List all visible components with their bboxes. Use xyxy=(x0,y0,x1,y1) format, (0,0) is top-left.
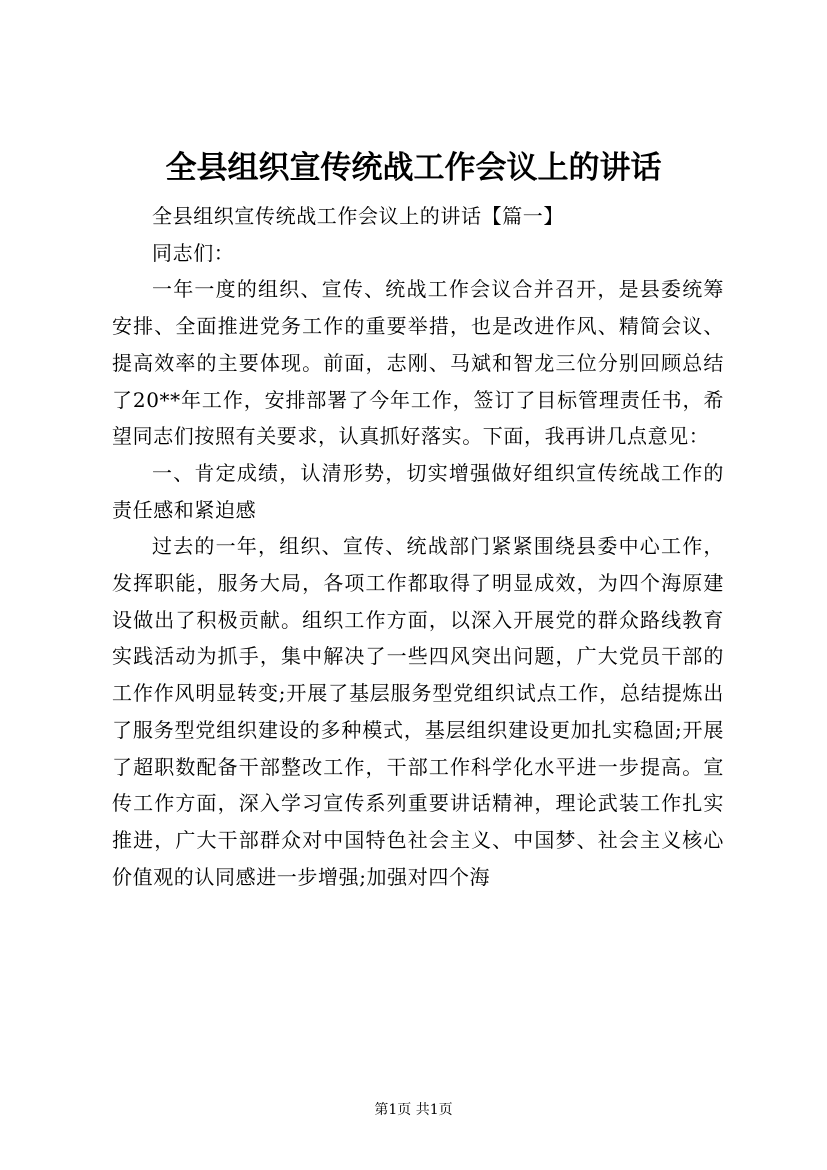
page-number-label: 第1页 共1页 xyxy=(374,1102,453,1118)
paragraph-intro: 一年一度的组织、宣传、统战工作会议合并召开，是县委统筹安排、全面推进党务工作的重要举措，也是改进作风、精简会议、提高效率的主要体现。前面，志刚、马斌和智龙三位分别回顾总结了20**年工作，安排部署了今年工作，签订了目标管理责任书，希望同志们按照有关要求，认真抓好落实。下面，我再讲几点意见： xyxy=(112,277,724,449)
paragraph-achievements: 过去的一年，组织、宣传、统战部门紧紧围绕县委中心工作，发挥职能，服务大局，各项工作都取得了明显成效，为四个海原建设做出了积极贡献。组织工作方面，以深入开展党的群众路线教育实践活动为抓手，集中解决了一些四风突出问题，广大党员干部的工作作风明显转变;开展了基层服务型党组织试点工作，总结提炼出了服务型党组织建设的多种模式，基层组织建设更加扎实稳固;开展了超职数配备干部整改工作，干部工作科学化水平进一步提高。宣传工作方面，深入学习宣传系列重要讲话精神，理论武装工作扎实推进，广大干部群众对中国特色社会主义、中国梦、社会主义核心价值观的认同感进一步增强;加强对四个海 xyxy=(112,534,724,889)
paragraph-section-heading: 一、肯定成绩，认清形势，切实增强做好组织宣传统战工作的责任感和紧迫感 xyxy=(112,460,724,522)
paragraph-subtitle: 全县组织宣传统战工作会议上的讲话【篇一】 xyxy=(152,204,564,228)
document-body xyxy=(112,198,724,895)
page-footer xyxy=(0,1100,827,1120)
paragraph-salutation: 同志们： xyxy=(152,240,235,265)
document-title: 全县组织宣传统战工作会议上的讲话 xyxy=(165,150,662,186)
